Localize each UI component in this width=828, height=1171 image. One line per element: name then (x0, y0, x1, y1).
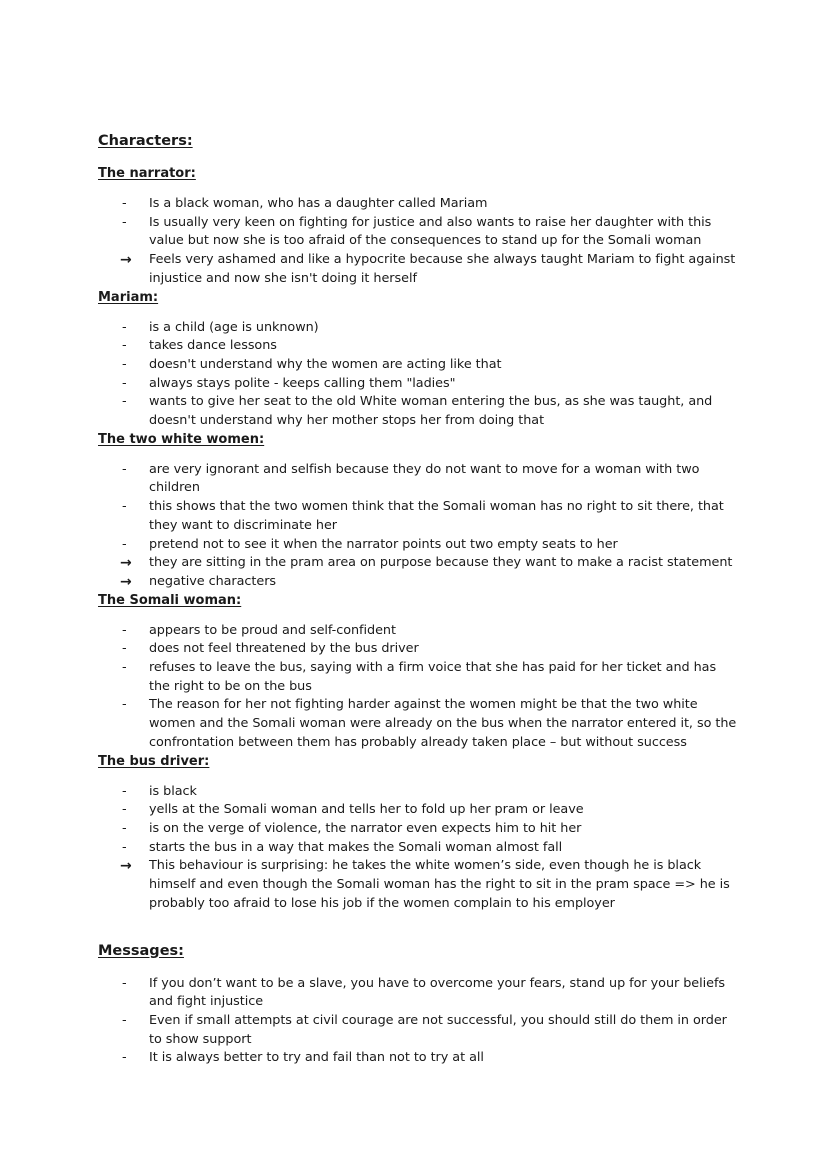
messages-heading: Messages: (98, 942, 184, 959)
dash-marker: - (122, 660, 127, 676)
messages-list (98, 975, 738, 1069)
list-item-text: does not feel threatened by the bus driver (149, 641, 419, 657)
list-item-text: The reason for her not fighting harder against the women might be that the two white women and the Somali woman were already on the bus when the narrator entered it, so the confrontation between them has probably already taken place – but without success (149, 697, 737, 750)
dash-marker: - (122, 356, 127, 372)
character-heading-two-white-women: The two white women: (98, 431, 265, 447)
list-item (98, 536, 738, 555)
list-item (98, 820, 738, 839)
list-item-text: refuses to leave the bus, saying with a firm voice that she has paid for her ticket and has the right to be on the bus (149, 660, 717, 694)
dash-marker: - (122, 1012, 127, 1028)
list-item (98, 1049, 738, 1068)
list-item-text: doesn't understand why the women are acting like that (149, 356, 502, 372)
list-item (98, 461, 738, 498)
arrow-right-icon: → (120, 858, 132, 875)
list-item (98, 195, 738, 214)
list-item-text: Even if small attempts at civil courage are not successful, you should still do them in order to show support (149, 1012, 727, 1047)
document-page (98, 131, 738, 1068)
list-item-text: is black (149, 783, 197, 799)
list-item-text: It is always better to try and fail than not to try at all (149, 1050, 484, 1066)
list-item-text: negative characters (149, 573, 277, 589)
bus-driver-list (98, 783, 738, 914)
list-item (98, 214, 738, 251)
dash-marker: - (122, 975, 127, 991)
two-white-women-list (98, 461, 738, 592)
list-item (98, 251, 738, 288)
list-item (98, 356, 738, 375)
dash-marker: - (122, 536, 127, 552)
dash-marker: - (122, 783, 127, 799)
narrator-list (98, 195, 738, 289)
list-item-text: Feels very ashamed and like a hypocrite because she always taught Mariam to fight against injustice and now she isn't doing it herself (149, 252, 736, 286)
character-heading-narrator: The narrator: (98, 166, 196, 181)
arrow-right-icon: → (120, 555, 132, 572)
list-item (98, 375, 738, 394)
dash-marker: - (122, 461, 127, 477)
list-item (98, 319, 738, 338)
list-item-text: they are sitting in the pram area on purpose because they want to make a racist statement (149, 555, 733, 571)
list-item-text: yells at the Somali woman and tells her to fold up her pram or leave (149, 802, 584, 818)
list-item (98, 783, 738, 802)
dash-marker: - (122, 697, 127, 713)
list-item (98, 554, 738, 573)
list-item-text: is a child (age is unknown) (149, 319, 319, 335)
characters-heading: Characters: (98, 133, 193, 149)
list-item (98, 622, 738, 641)
list-item (98, 801, 738, 820)
list-item-text: pretend not to see it when the narrator points out two empty seats to her (149, 536, 618, 552)
dash-marker: - (122, 802, 127, 818)
list-item (98, 857, 738, 913)
list-item (98, 498, 738, 535)
list-item-text: This behaviour is surprising: he takes the white women’s side, even though he is black himself and even though the Somali woman has the right to sit in the pram space => he is probably too afraid to lose his job if the women complain to his employer (149, 858, 730, 911)
list-item-text: starts the bus in a way that makes the Somali woman almost fall (149, 839, 563, 855)
dash-marker: - (122, 338, 127, 354)
list-item-text: Is a black woman, who has a daughter called Mariam (149, 196, 488, 211)
list-item-text: always stays polite - keeps calling them "ladies" (149, 375, 456, 391)
mariam-list (98, 319, 738, 431)
list-item-text: takes dance lessons (149, 338, 277, 354)
dash-marker: - (122, 641, 127, 657)
dash-marker: - (122, 394, 127, 410)
list-item (98, 659, 738, 696)
list-item-text: wants to give her seat to the old White woman entering the bus, as she was taught, and doesn't understand why her mother stops her from doing that (149, 394, 713, 429)
somali-woman-list (98, 622, 738, 753)
character-heading-somali-woman: The Somali woman: (98, 592, 242, 608)
dash-marker: - (122, 1050, 127, 1066)
character-heading-mariam: Mariam: (98, 289, 159, 305)
list-item (98, 975, 738, 1012)
list-item (98, 640, 738, 659)
list-item (98, 337, 738, 356)
dash-marker: - (122, 196, 127, 211)
dash-marker: - (122, 820, 127, 836)
list-item-text: Is usually very keen on fighting for justice and also wants to raise her daughter with this value but now she is too afraid of the consequences to stand up for the Somali woman (149, 214, 712, 249)
list-item (98, 393, 738, 430)
list-item-text: are very ignorant and selfish because they do not want to move for a woman with two children (149, 461, 700, 496)
dash-marker: - (122, 214, 127, 230)
list-item-text: appears to be proud and self-confident (149, 622, 396, 638)
list-item (98, 839, 738, 858)
dash-marker: - (122, 319, 127, 335)
dash-marker: - (122, 499, 127, 515)
list-item (98, 696, 738, 752)
list-item-text: this shows that the two women think that the Somali woman has no right to sit there, that they want to discriminate her (149, 499, 724, 533)
list-item-text: If you don’t want to be a slave, you have to overcome your fears, stand up for your beliefs and fight injustice (149, 975, 726, 1010)
list-item (98, 573, 738, 592)
character-heading-bus-driver: The bus driver: (98, 753, 210, 769)
dash-marker: - (122, 839, 127, 855)
list-item (98, 1012, 738, 1049)
arrow-right-icon: → (120, 252, 132, 269)
list-item-text: is on the verge of violence, the narrator even expects him to hit her (149, 820, 582, 836)
dash-marker: - (122, 622, 127, 638)
arrow-right-icon: → (120, 573, 132, 590)
dash-marker: - (122, 375, 127, 391)
